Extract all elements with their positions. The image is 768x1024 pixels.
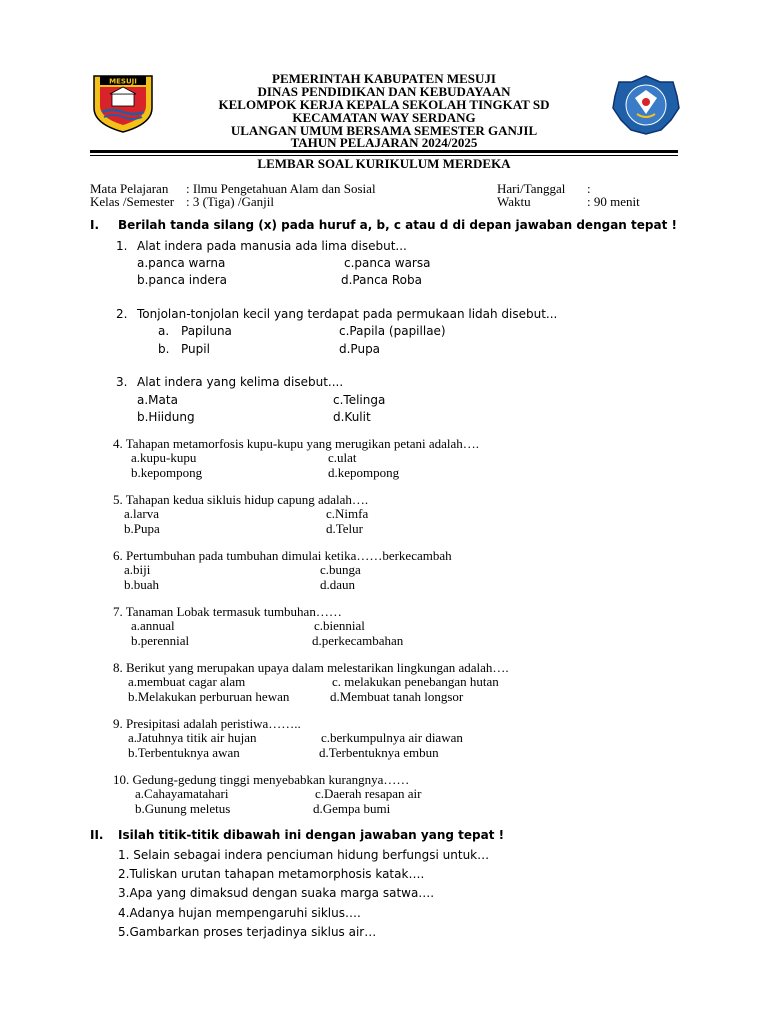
header-line-6: TAHUN PELAJARAN 2024/2025 [290, 135, 478, 150]
header-line-2: DINAS PENDIDIKAN DAN KEBUDAYAAN [257, 84, 511, 99]
question-2-option-b[interactable]: Pupil [181, 342, 210, 356]
question-1-text: Alat indera pada manusia ada lima disebut... [137, 239, 407, 253]
header-line-4: KECAMATAN WAY SERDANG [292, 110, 476, 125]
question-1-number: 1. [116, 239, 128, 253]
essay-question-2: 2.Tuliskan urutan tahapan metamorphosis katak…. [118, 867, 425, 881]
question-10-option-a[interactable]: a.Cahayamatahari [135, 786, 229, 801]
question-6-option-b[interactable]: b.buah [124, 577, 160, 592]
question-7-option-a[interactable]: a.annual [131, 618, 175, 633]
question-9-text: 9. Presipitasi adalah peristiwa…….. [113, 716, 301, 731]
header-line-1: PEMERINTAH KABUPATEN MESUJI [272, 71, 496, 86]
header-line-3: KELOMPOK KERJA KEPALA SEKOLAH TINGKAT SD [218, 97, 550, 112]
class-label: Kelas /Semester [90, 194, 175, 209]
question-9-option-d[interactable]: d.Terbentuknya embun [319, 745, 439, 760]
date-value: : [587, 181, 591, 196]
question-9-option-a[interactable]: a.Jatuhnya titik air hujan [128, 730, 257, 745]
section-1-number: I. [90, 218, 100, 232]
question-6-option-a[interactable]: a.biji [124, 562, 151, 577]
class-value: : 3 (Tiga) /Ganjil [186, 194, 274, 209]
question-4-option-a[interactable]: a.kupu-kupu [131, 450, 197, 465]
question-3-option-b[interactable]: b.Hiidung [137, 410, 195, 424]
section-2-instruction: Isilah titik-titik dibawah ini dengan jawaban yang tepat ! [118, 828, 505, 842]
essay-question-3: 3.Apa yang dimaksud dengan suaka marga satwa…. [118, 886, 435, 900]
question-10-option-d[interactable]: d.Gempa bumi [313, 801, 391, 816]
question-4-text: 4. Tahapan metamorfosis kupu-kupu yang merugikan petani adalah…. [113, 436, 479, 451]
question-8-option-b[interactable]: b.Melakukan perburuan hewan [128, 689, 290, 704]
question-3-option-d[interactable]: d.Kulit [333, 410, 371, 424]
question-7-text: 7. Tanaman Lobak termasuk tumbuhan…… [113, 604, 342, 619]
subject-label: Mata Pelajaran [90, 181, 169, 196]
question-10-option-b[interactable]: b.Gunung meletus [135, 801, 231, 816]
question-1-option-b[interactable]: b.panca indera [137, 273, 227, 287]
question-2-option-d[interactable]: d.Pupa [339, 342, 381, 356]
question-2-option-a[interactable]: Papiluna [181, 324, 232, 338]
question-7-option-d[interactable]: d.perkecambahan [312, 633, 404, 648]
question-5-text: 5. Tahapan kedua sikluis hidup capung adalah…. [113, 492, 369, 507]
question-1-option-c[interactable]: c.panca warsa [344, 256, 431, 270]
question-3-option-a[interactable]: a.Mata [137, 393, 178, 407]
question-3-option-c[interactable]: c.Telinga [333, 393, 386, 407]
question-4-option-c[interactable]: c.ulat [328, 450, 357, 465]
date-label: Hari/Tanggal [497, 181, 566, 196]
question-6-text: 6. Pertumbuhan pada tumbuhan dimulai ketika……berkecambah [113, 548, 452, 563]
header-line-5: ULANGAN UMUM BERSAMA SEMESTER GANJIL [230, 123, 538, 138]
question-9-option-c[interactable]: c.berkumpulnya air diawan [321, 730, 463, 745]
question-1-option-a[interactable]: a.panca warna [137, 256, 226, 270]
question-4-option-d[interactable]: d.kepompong [328, 465, 400, 480]
logo-lettering: MESUJI [109, 77, 137, 86]
question-8-text: 8. Berikut yang merupakan upaya dalam melestarikan lingkungan adalah…. [113, 660, 509, 675]
document-subtitle: LEMBAR SOAL KURIKULUM MERDEKA [257, 156, 511, 171]
essay-question-4: 4.Adanya hujan mempengaruhi siklus…. [118, 906, 361, 920]
question-2-option-c[interactable]: c.Papila (papillae) [339, 324, 446, 338]
mesuji-regency-logo [90, 72, 156, 134]
question-8-option-a[interactable]: a.membuat cagar alam [128, 674, 246, 689]
question-8-option-d[interactable]: d.Membuat tanah longsor [330, 689, 464, 704]
question-2-number: 2. [116, 307, 128, 321]
essay-question-5: 5.Gambarkan proses terjadinya siklus air… [118, 925, 377, 939]
question-5-option-c[interactable]: c.Nimfa [326, 506, 369, 521]
question-3-text: Alat indera yang kelima disebut.... [137, 375, 344, 389]
tut-wuri-handayani-logo [611, 74, 681, 136]
question-5-option-d[interactable]: d.Telur [326, 521, 363, 536]
time-value: : 90 menit [587, 194, 640, 209]
section-2-number: II. [90, 828, 104, 842]
section-1-instruction: Berilah tanda silang (x) pada huruf a, b, c atau d di depan jawaban dengan tepat ! [118, 218, 677, 232]
question-2-option-a-marker: a. [158, 324, 170, 338]
question-1-option-d[interactable]: d.Panca Roba [341, 273, 422, 287]
question-10-text: 10. Gedung-gedung tinggi menyebabkan kurangnya…… [113, 772, 410, 787]
question-3-number: 3. [116, 375, 128, 389]
question-5-option-b[interactable]: b.Pupa [124, 521, 160, 536]
question-2-option-b-marker: b. [158, 342, 170, 356]
question-7-option-b[interactable]: b.perennial [131, 633, 190, 648]
subject-value: : Ilmu Pengetahuan Alam dan Sosial [186, 181, 376, 196]
question-8-option-c[interactable]: c. melakukan penebangan hutan [332, 674, 499, 689]
question-6-option-c[interactable]: c.bunga [320, 562, 361, 577]
question-10-option-c[interactable]: c.Daerah resapan air [315, 786, 422, 801]
question-5-option-a[interactable]: a.larva [124, 506, 160, 521]
time-label: Waktu [497, 194, 531, 209]
question-4-option-b[interactable]: b.kepompong [131, 465, 203, 480]
question-2-text: Tonjolan-tonjolan kecil yang terdapat pada permukaan lidah disebut... [137, 307, 558, 321]
essay-question-1: 1. Selain sebagai indera penciuman hidung berfungsi untuk… [118, 848, 490, 862]
question-9-option-b[interactable]: b.Terbentuknya awan [128, 745, 240, 760]
header-divider-thick [90, 150, 678, 153]
question-7-option-c[interactable]: c.biennial [314, 618, 365, 633]
question-6-option-d[interactable]: d.daun [320, 577, 356, 592]
